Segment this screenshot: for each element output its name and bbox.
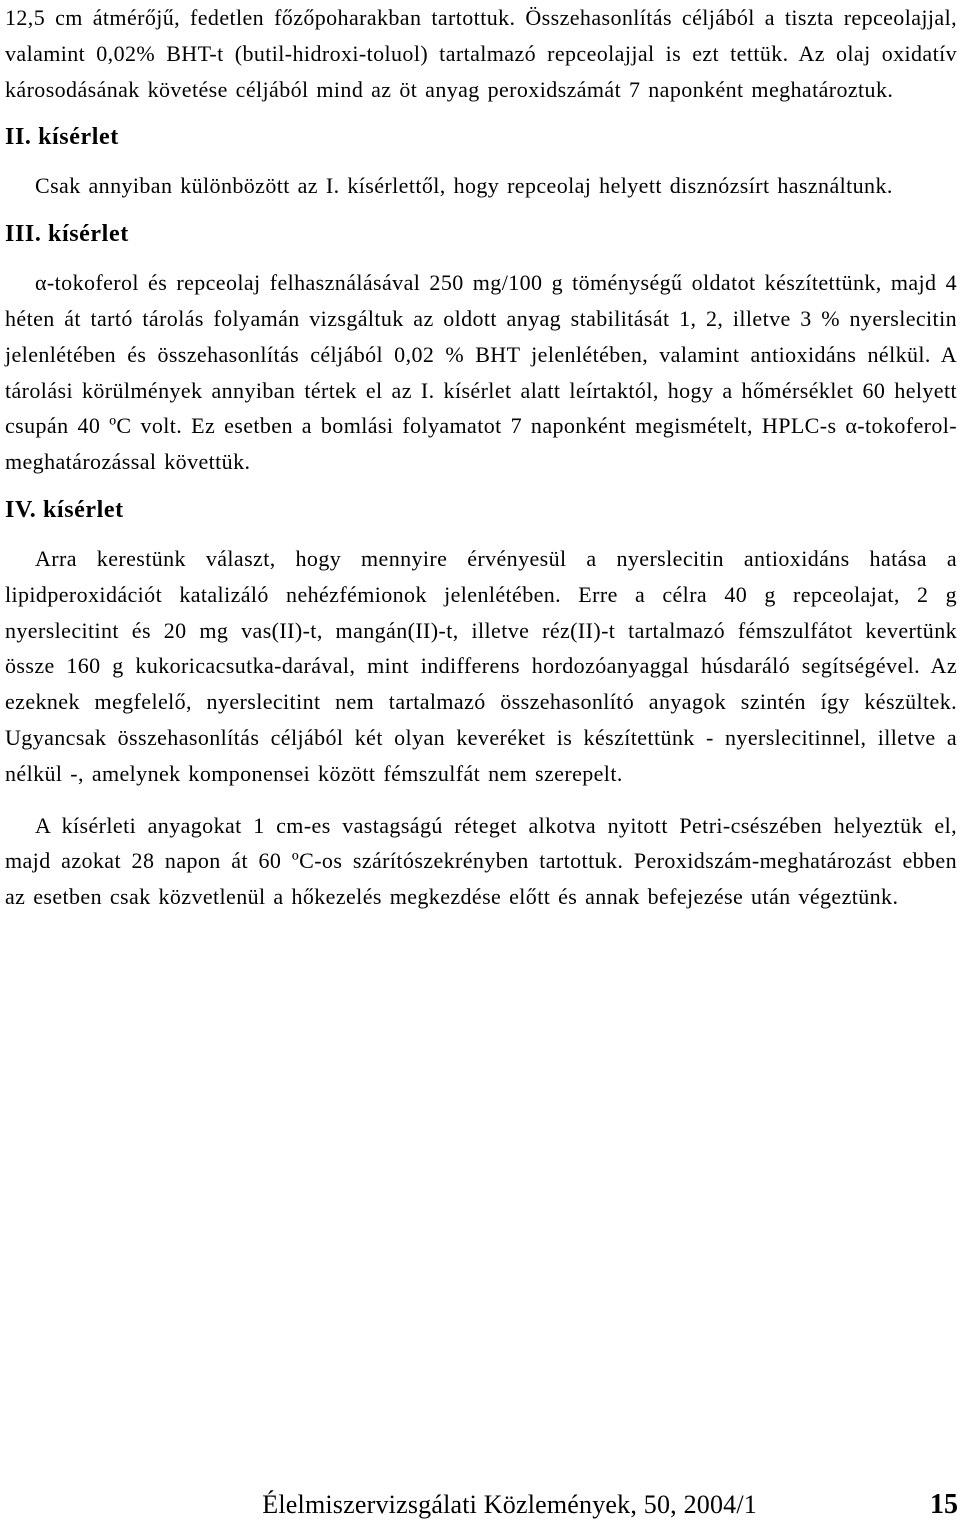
section-3-paragraph: α-tokoferol és repceolaj felhasználásával 250 mg/100 g töménységű oldatot készítettünk, majd 4 héten át tartó tárolás folyamán vizsgáltuk az oldott anyag stabilitását 1, 2, illetve 3 % nyerslecitin jelenlétében és összehasonlítás céljából 0,02 % BHT jelenlétében, valamint antioxidáns nélkül. A tárolási körülmények annyiban tértek el az I. kísérlet alatt leírtaktól, hogy a hőmérséklet 60 helyett csupán 40 ºC volt. Ez esetben a bomlási folyamatot 7 naponként megismételt, HPLC-s α-tokoferol-meghatározással követtük. [5,270,957,475]
journal-citation: Élelmiszervizsgálati Közlemények, 50, 2004/1 [262,1490,757,1519]
document-page [5,0,957,915]
section-4-paragraph-1: Arra kerestünk választ, hogy mennyire érvényesül a nyerslecitin antioxidáns hatása a lipidperoxidációt katalizáló nehézfémionok jelenlétében. Erre a célra 40 g repceolajat, 2 g nyerslecitint és 20 mg vas(II)-t, mangán(II)-t, illetve réz(II)-t tartalmazó fémszulfátot kevertünk össze 160 g kukoricacsutka-darával, mint indifferens hordozóanyaggal húsdaráló segítségével. Az ezeknek megfelelő, nyerslecitint nem tartalmazó összehasonlító anyagok szintén így készültek. Ugyancsak összehasonlítás céljából két olyan keveréket is készítettünk - nyerslecitinnel, illetve a nélkül -, amelynek komponensei között fémszulfát nem szerepelt. [5,545,957,786]
section-2-paragraph: Csak annyiban különbözött az I. kísérlettől, hogy repceolaj helyett disznózsírt használtunk. [35,173,893,199]
intro-paragraph: 12,5 cm átmérőjű, fedetlen főzőpoharakban tartottuk. Összehasonlítás céljából a tiszta repceolajjal, valamint 0,02% BHT-t (butil-hidroxi-toluol) tartalmazó repceolajjal is ezt tettük. Az olaj oxidatív károsodásának követése céljából mind az öt anyag peroxidszámát 7 naponként meghatároztuk. [5,5,957,102]
section-heading-3: III. kísérlet [5,221,129,248]
section-4-paragraph-2: A kísérleti anyagokat 1 cm-es vastagságú réteget alkotva nyitott Petri-csészében helyeztük el, majd azokat 28 napon át 60 ºC-os szárítószekrényben tartottuk. Peroxidszám-meghatározást ebben az esetben csak közvetlenül a hőkezelés megkezdése előtt és annak befejezése után végeztünk. [5,812,957,910]
section-heading-2: II. kísérlet [5,124,119,151]
section-heading-4: IV. kísérlet [5,496,124,523]
page-footer [0,1485,960,1525]
page-number: 15 [930,1489,958,1520]
